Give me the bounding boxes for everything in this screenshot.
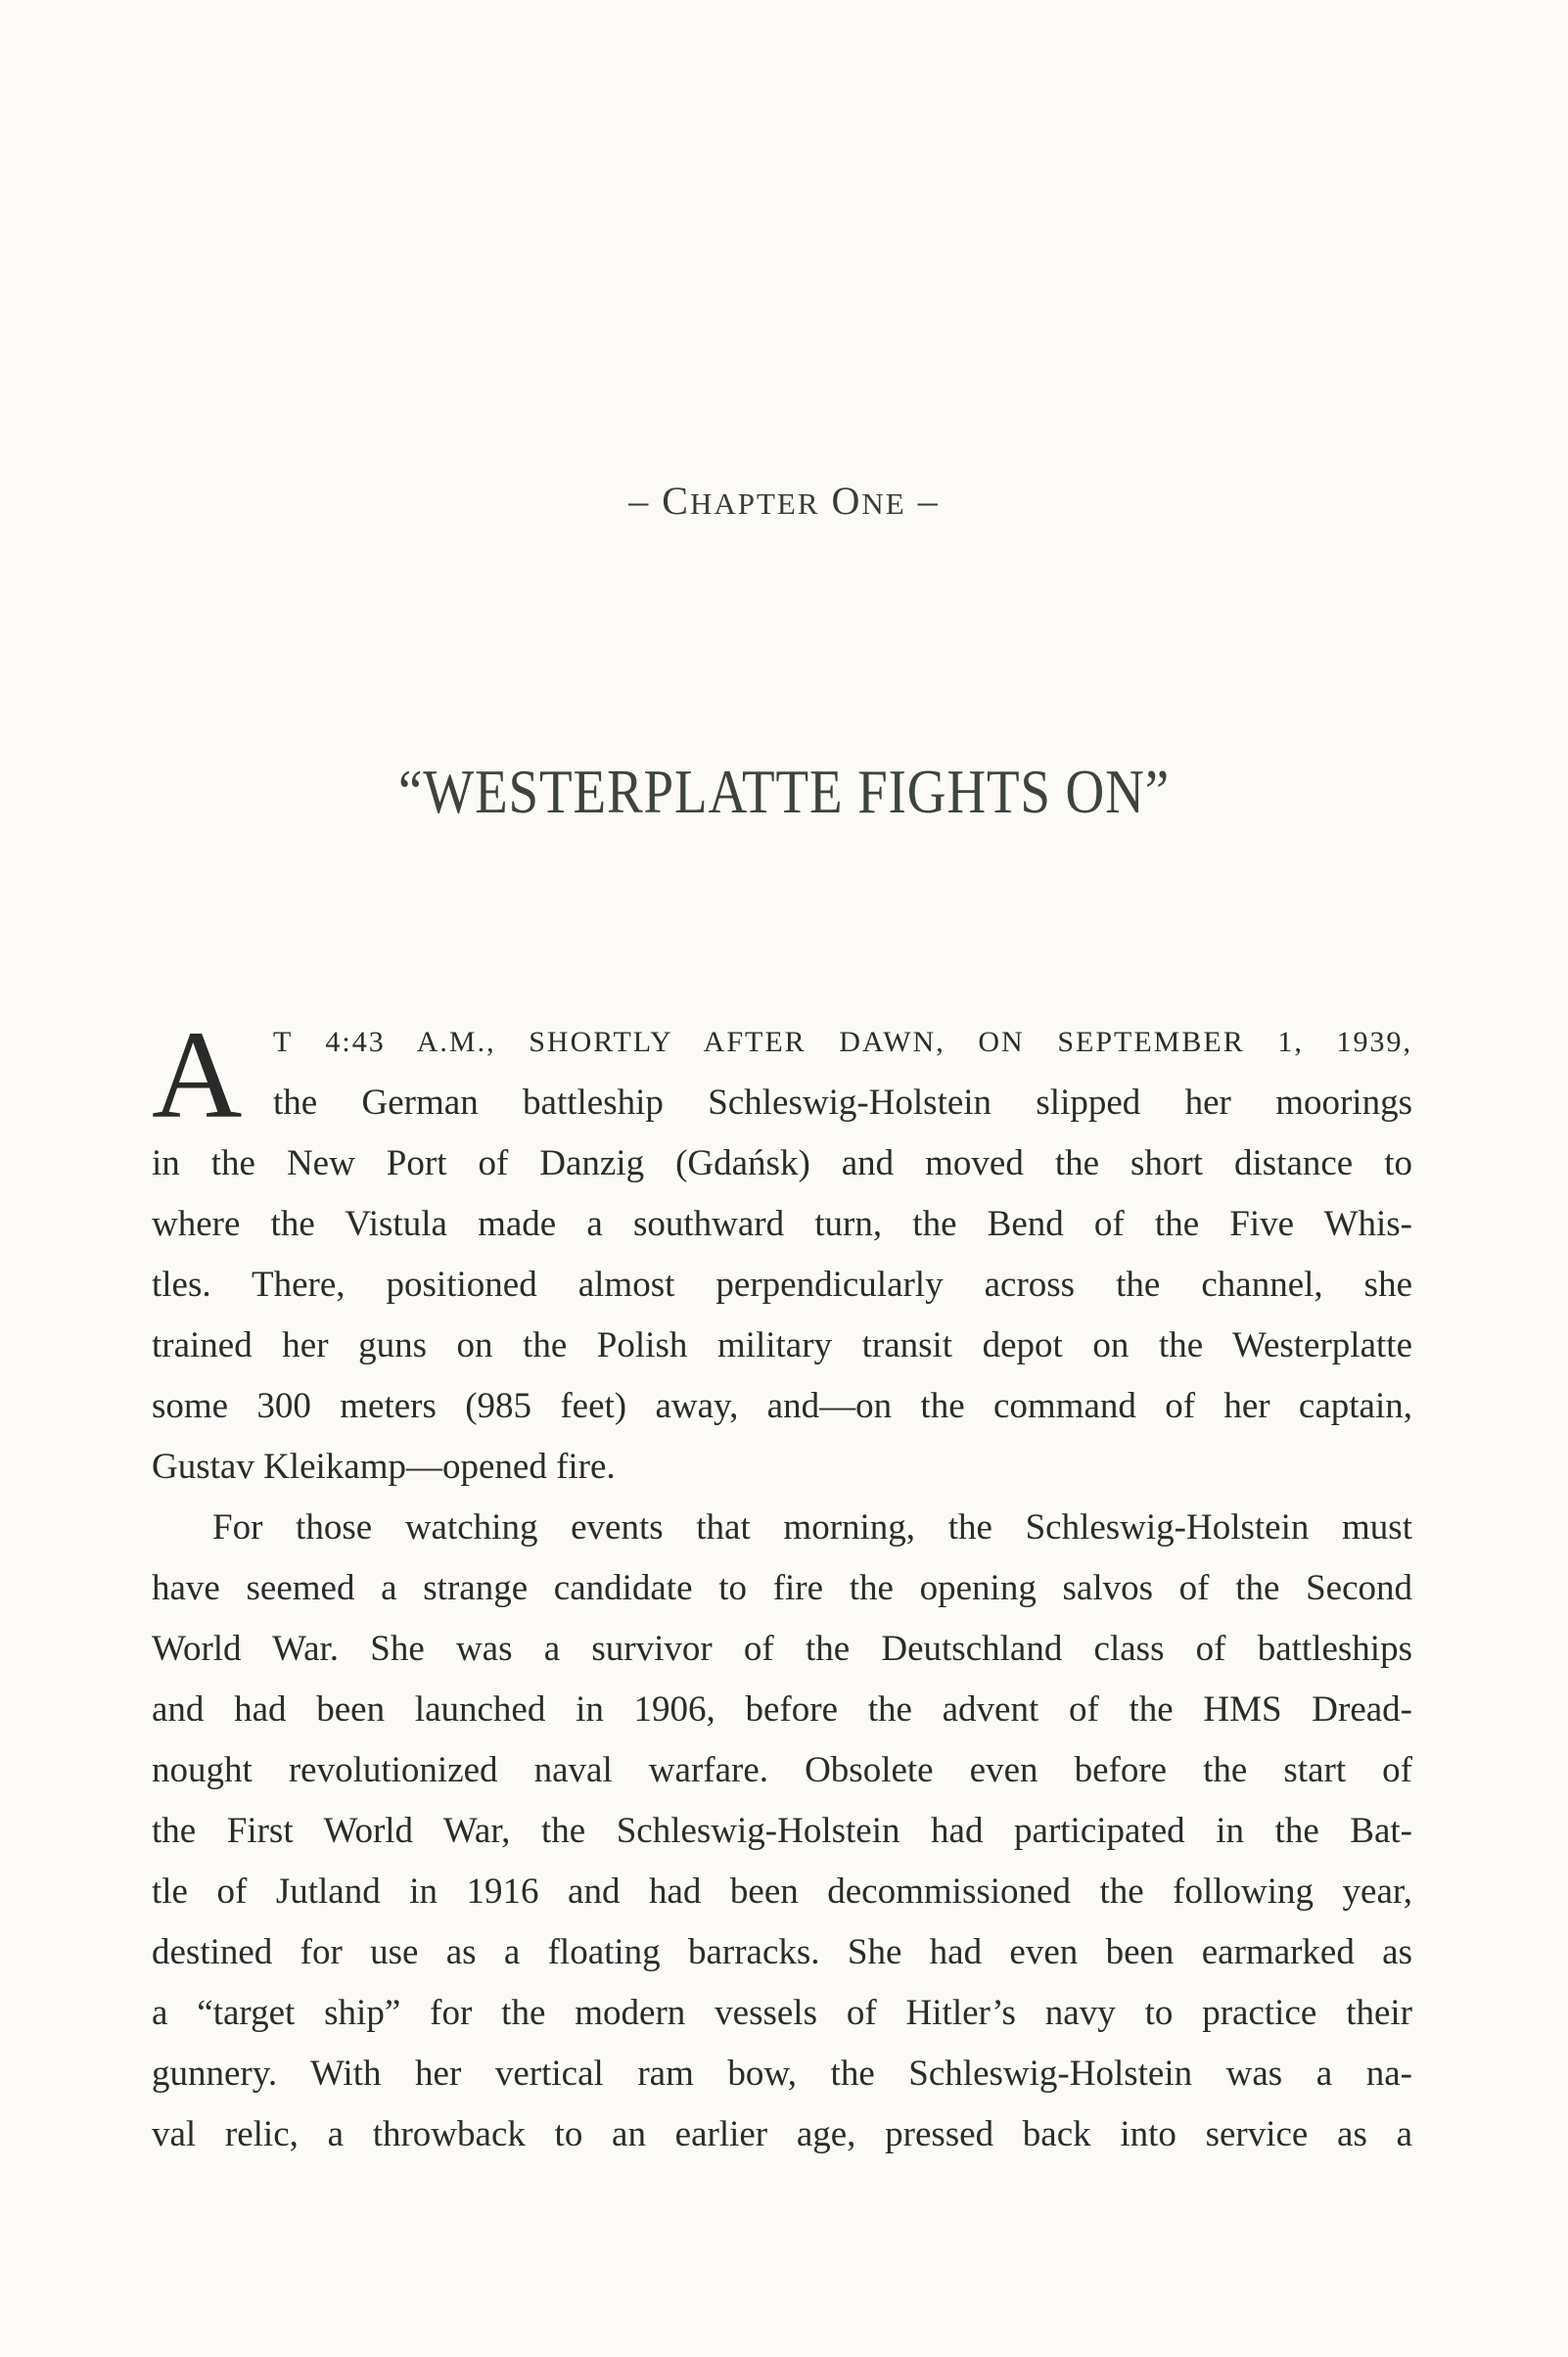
chapter-label-dash-right: – bbox=[917, 479, 940, 523]
text-line-2: the German battleship Schleswig-Holstein slipped her moorings bbox=[273, 1083, 1412, 1123]
text-line-19: val relic, a throwback to an earlier age, pressed back into service as a bbox=[152, 2114, 1412, 2154]
text-line-12: and had been launched in 1906, before the advent of the HMS Dread- bbox=[152, 1689, 1412, 1730]
chapter-title: “WESTERPLATTE FIGHTS ON” bbox=[397, 757, 1171, 826]
chapter-label bbox=[0, 478, 1568, 524]
text-line-13: nought revolutionized naval warfare. Obsolete even before the start of bbox=[152, 1750, 1412, 1790]
chapter-label-hapter: HAPTER bbox=[689, 486, 820, 521]
text-line-3: in the New Port of Danzig (Gdańsk) and moved the short distance to bbox=[152, 1143, 1412, 1183]
text-line-15: tle of Jutland in 1916 and had been decommissioned the following year, bbox=[152, 1872, 1412, 1912]
text-line-10: have seemed a strange candidate to fire the opening salvos of the Second bbox=[152, 1568, 1412, 1608]
text-line-6: trained her guns on the Polish military transit depot on the Westerplatte bbox=[152, 1325, 1412, 1365]
text-line-1: T 4:43 A.M., SHORTLY AFTER DAWN, ON SEPTEMBER 1, 1939, bbox=[273, 1026, 1412, 1058]
body-text bbox=[152, 1005, 1412, 2165]
text-line-5: tles. There, positioned almost perpendicularly across the channel, she bbox=[152, 1265, 1412, 1305]
text-line-14: the First World War, the Schleswig-Holstein had participated in the Bat- bbox=[152, 1811, 1412, 1851]
text-line-4: where the Vistula made a southward turn, the Bend of the Five Whis- bbox=[152, 1204, 1412, 1244]
text-line-9: For those watching events that morning, the Schleswig-Holstein must bbox=[212, 1507, 1412, 1548]
text-line-7: some 300 meters (985 feet) away, and—on the command of her captain, bbox=[152, 1386, 1412, 1426]
text-line-8: Gustav Kleikamp—opened fire. bbox=[152, 1447, 616, 1487]
chapter-label-ne: NE bbox=[861, 486, 906, 521]
text-line-16: destined for use as a floating barracks. She had even been earmarked as bbox=[152, 1932, 1412, 1972]
text-line-17: a “target ship” for the modern vessels of Hitler’s navy to practice their bbox=[152, 1993, 1412, 2033]
text-line-11: World War. She was a survivor of the Deutschland class of battleships bbox=[152, 1629, 1412, 1669]
text-line-18: gunnery. With her vertical ram bow, the Schleswig-Holstein was a na- bbox=[152, 2054, 1412, 2094]
drop-cap: A bbox=[152, 1005, 243, 1144]
chapter-label-c: C bbox=[662, 479, 690, 523]
chapter-label-o: O bbox=[831, 479, 862, 523]
chapter-label-dash-left: – bbox=[628, 479, 651, 523]
